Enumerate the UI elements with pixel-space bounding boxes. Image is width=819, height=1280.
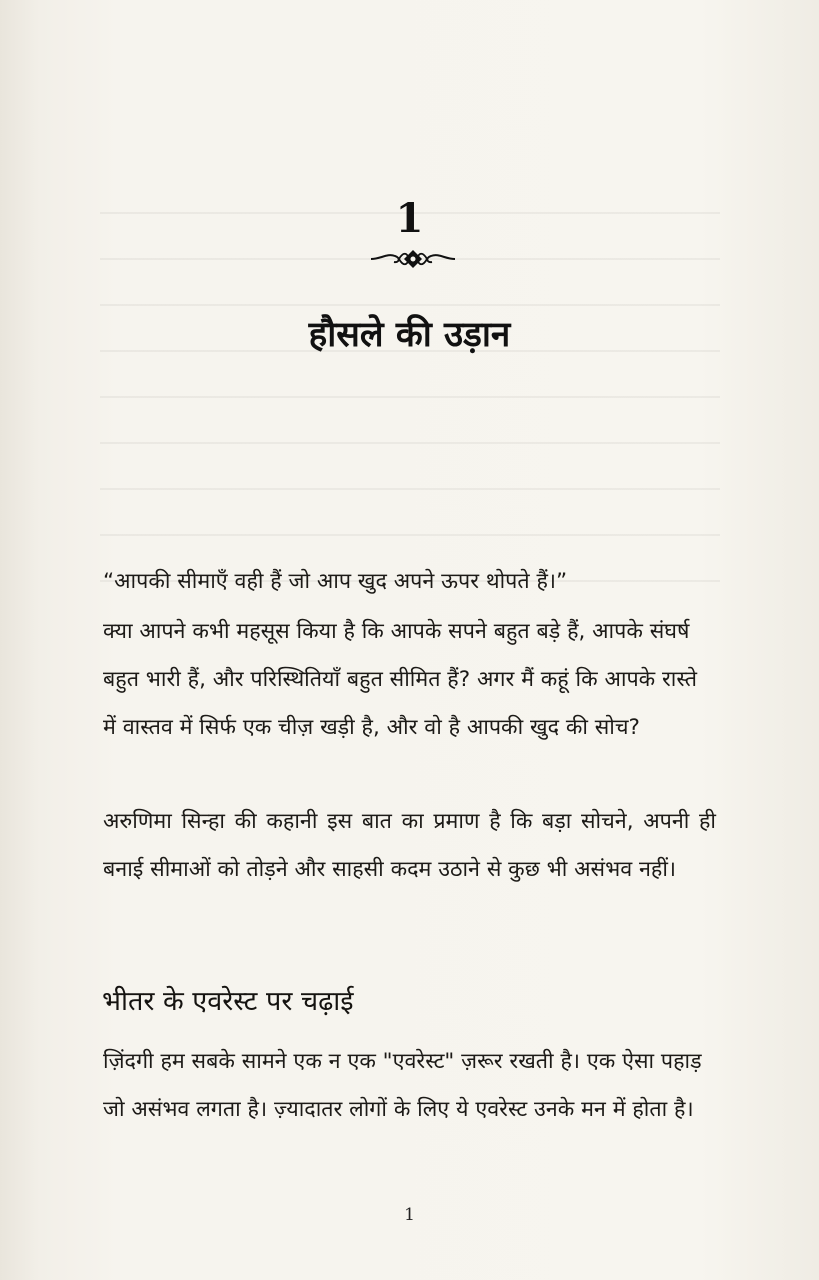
bleed-through-texture [100, 180, 720, 600]
chapter-number: 1 [395, 195, 424, 242]
section-paragraph: ज़िंदगी हम सबके सामने एक न एक "एवरेस्ट" ज़रूर रखती है। एक ऐसा पहाड़ जो असंभव लगता है। ज़्यादातर लोगों के लिए ये एवरेस्ट उनके मन में होता है। [103, 1049, 702, 1122]
page-number: 1 [404, 1205, 415, 1225]
paragraph-2: अरुणिमा सिन्हा की कहानी इस बात का प्रमाण है कि बड़ा सोचने, अपनी ही बनाई सीमाओं को तोड़ने और साहसी कदम उठाने से कुछ भी असंभव नहीं। [103, 809, 716, 882]
epigraph-quote: “आपकी सीमाएँ वही हैं जो आप खुद अपने ऊपर थोपते हैं।” [103, 569, 568, 594]
ornament-divider-icon [369, 248, 457, 270]
section-heading: भीतर के एवरेस्ट पर चढ़ाई [102, 986, 354, 1017]
paragraph-1: क्या आपने कभी महसूस किया है कि आपके सपने बहुत बड़े हैं, आपके संघर्ष बहुत भारी हैं, और परिस्थितियाँ बहुत सीमित हैं? अगर मैं कहूं कि आपके रास्ते में वास्तव में सिर्फ एक चीज़ खड़ी है, और वो है आपकी खुद की सोच? [103, 619, 697, 740]
chapter-title: हौसले की उड़ान [308, 315, 511, 355]
